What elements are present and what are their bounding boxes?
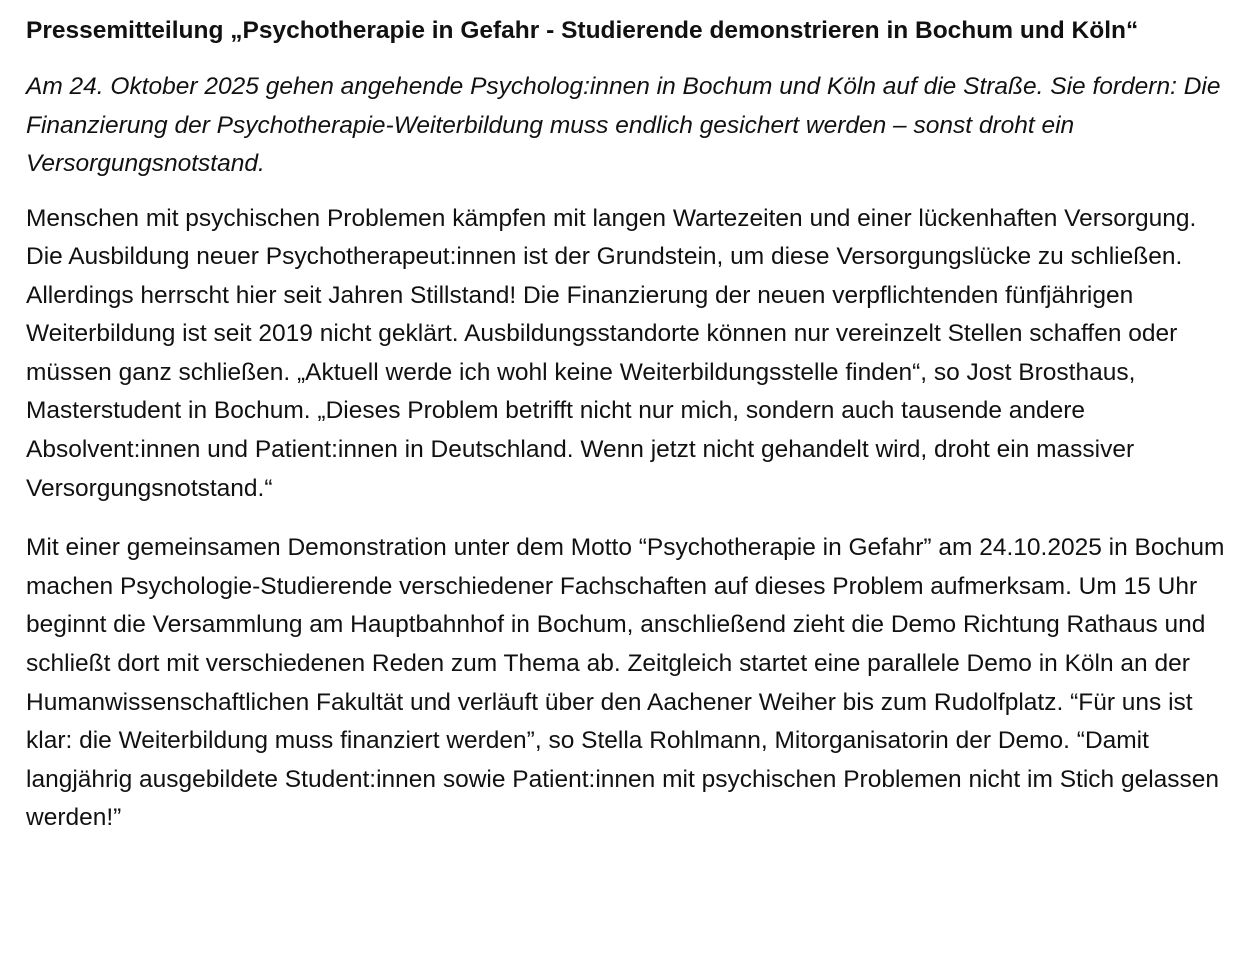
lead-paragraph: Am 24. Oktober 2025 gehen angehende Psycholog:innen in Bochum und Köln auf die Straße. Sie fordern: Die Finanzierung der Psychotherapie-Weiterbildung muss endlich gesichert werden – sonst droht ein Versorgungsnotstand. [26,73,1221,177]
body-paragraph-demonstration: Mit einer gemeinsamen Demonstration unter dem Motto “Psychotherapie in Gefahr” am 24.10.2025 in Bochum machen Psychologie-Studierende verschiedener Fachschaften auf dieses Problem aufmerksam. Um 15 Uhr beginnt die Versammlung am Hauptbahnhof in Bochum, anschließend zieht die Demo Richtung Rathaus und schließt dort mit verschiedenen Reden zum Thema ab. Zeitgleich startet eine parallele Demo in Köln an der Humanwissenschaftlichen Fakultät und verläuft über den Aachener Weiher bis zum Rudolfplatz. “Für uns ist klar: die Weiterbildung muss finanziert werden”, so Stella Rohlmann, Mitorganisatorin der Demo. “Damit langjährig ausgebildete Student:innen sowie Patient:innen mit psychischen Problemen nicht im Stich gelassen werden!” [26,534,1225,832]
body-paragraph-problem: Menschen mit psychischen Problemen kämpfen mit langen Wartezeiten und einer lückenhaften Versorgung. Die Ausbildung neuer Psychotherapeut:innen ist der Grundstein, um diese Versorgungslücke zu schließen. Allerdings herrscht hier seit Jahren Stillstand! Die Finanzierung der neuen verpflichtenden fünfjährigen Weiterbildung ist seit 2019 nicht geklärt. Ausbildungsstandorte können nur vereinzelt Stellen schaffen oder müssen ganz schließen. „Aktuell werde ich wohl keine Weiterbildungsstelle finden“, so Jost Brosthaus, Masterstudent in Bochum. „Dieses Problem betrifft nicht nur mich, sondern auch tausende andere Absolvent:innen und Patient:innen in Deutschland. Wenn jetzt nicht gehandelt wird, droht ein massiver Versorgungsnotstand.“ [26,204,1197,502]
press-release-title: Pressemitteilung „Psychotherapie in Gefahr - Studierende demonstrieren in Bochum und Köln“ [26,17,1139,44]
